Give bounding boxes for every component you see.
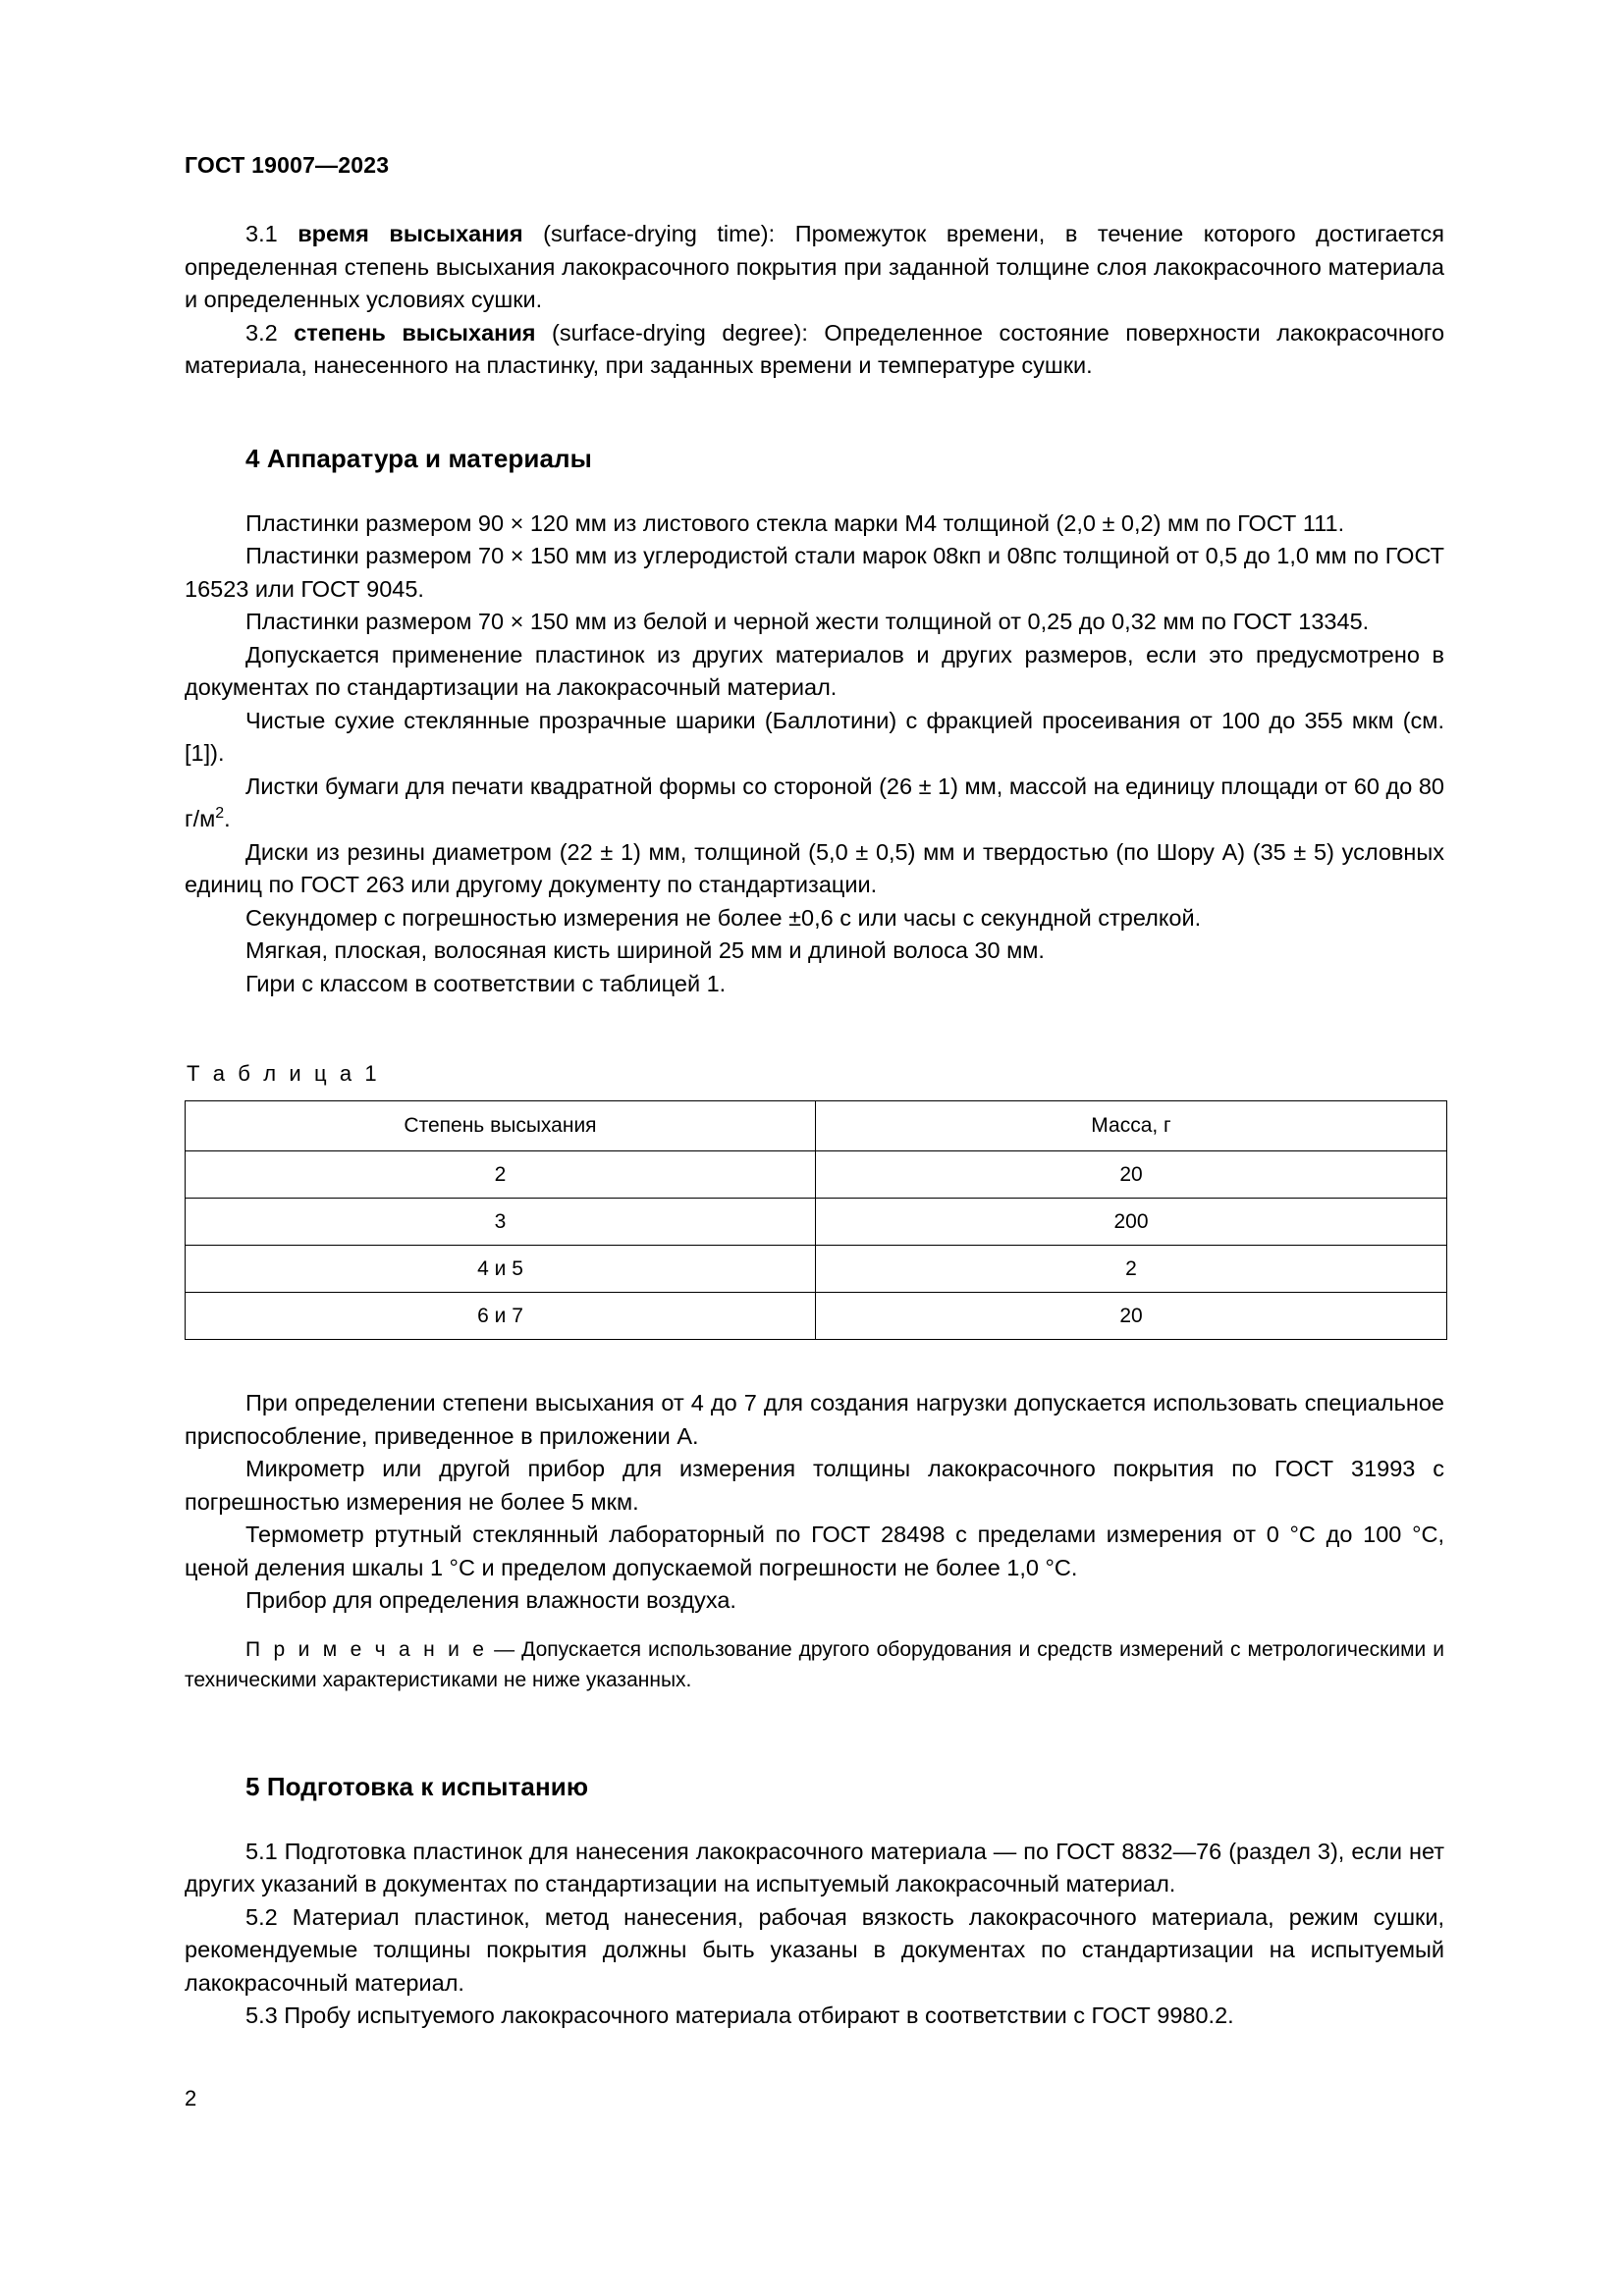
section-heading-5: 5 Подготовка к испытанию: [245, 1771, 589, 1801]
table-row: [186, 1246, 1447, 1293]
paper-area-exponent: 2: [215, 805, 225, 823]
document-header: ГОСТ 19007—2023: [185, 152, 390, 178]
table-cell-mass: 20: [816, 1151, 1447, 1199]
paragraph-load-device: При определении степени высыхания от 4 до 7 для создания нагрузки допускается использовать специальное приспособление, приведенное в приложении А.: [185, 1390, 1444, 1449]
table-cell-mass: 200: [816, 1199, 1447, 1246]
paragraph-ballotini: Чистые сухие стеклянные прозрачные шарики (Баллотини) с фракцией просеивания от 100 до 355 мкм (см. [1]).: [185, 707, 1444, 766]
paragraph-5-1: 5.1 Подготовка пластинок для нанесения лакокрасочного материала — по ГОСТ 8832—76 (раздел 3), если нет других указаний в документах по стандартизации на испытуемый лакокрасочный материал.: [185, 1838, 1444, 1896]
table-cell-degree: 4 и 5: [186, 1246, 816, 1293]
paper-text-pre: Листки бумаги для печати квадратной формы со стороной (26 ± 1) мм, массой на единицу площади от 60 до 80 г/м: [185, 773, 1444, 831]
table-cell-degree: 2: [186, 1151, 816, 1199]
table-cell-degree: 3: [186, 1199, 816, 1246]
table-cell-mass: 20: [816, 1293, 1447, 1340]
paper-text-post: .: [224, 806, 231, 831]
paragraph-plates-glass: Пластинки размером 90 × 120 мм из листового стекла марки М4 толщиной (2,0 ± 0,2) мм по ГОСТ 111.: [245, 509, 1345, 536]
section-heading-4: 4 Аппаратура и материалы: [245, 443, 592, 473]
paragraph-thermometer: Термометр ртутный стеклянный лабораторный по ГОСТ 28498 с пределами измерения от 0 °С до 100 °С, ценой деления шкалы 1 °С и пределом допускаемой погрешности не более 1,0 °С.: [185, 1522, 1444, 1580]
paragraph-micrometer: Микрометр или другой прибор для измерения толщины лакокрасочного покрытия по ГОСТ 31993 с погрешностью измерения не более 5 мкм.: [185, 1456, 1444, 1515]
paragraph-rubber-discs: Диски из резины диаметром (22 ± 1) мм, толщиной (5,0 ± 0,5) мм и твердостью (по Шору А) (35 ± 5) условных единиц по ГОСТ 263 или другому документу по стандартизации.: [185, 838, 1444, 897]
clause-number-3-1: 3.1: [245, 221, 298, 246]
paragraph-5-3: 5.3 Пробу испытуемого лакокрасочного материала отбирают в соответствии с ГОСТ 9980.2.: [245, 2002, 1234, 2028]
note-label: П р и м е ч а н и е: [245, 1637, 488, 1661]
spacer: [185, 1802, 1444, 1836]
paragraph-5-2: 5.2 Материал пластинок, метод нанесения, рабочая вязкость лакокрасочного материала, режим сушки, рекомендуемые толщины покрытия должны быть указаны в документах по стандартизации на испытуемый лакокрасочный материал.: [185, 1903, 1444, 1996]
table-cell-mass: 2: [816, 1246, 1447, 1293]
paragraph-stopwatch: Секундомер с погрешностью измерения не более ±0,6 с или часы с секундной стрелкой.: [245, 904, 1202, 931]
paragraph-brush: Мягкая, плоская, волосяная кисть шириной 25 мм и длиной волоса 30 мм.: [245, 937, 1045, 963]
paragraph-3-1: [185, 218, 1444, 317]
document-body: [185, 218, 1444, 2033]
paragraph-plates-steel: Пластинки размером 70 × 150 мм из углеродистой стали марок 08кп и 08пс толщиной от 0,5 до 1,0 мм по ГОСТ 16523 или ГОСТ 9045.: [185, 543, 1444, 602]
table-header-degree: Степень высыхания: [186, 1101, 816, 1151]
definition-3-1: (surface-drying time): Промежуток времени, в течение которого достигается определенная степень высыхания лакокрасочного покрытия при заданной толщине слоя лакокрасочного материала и определенных условиях сушки.: [185, 221, 1444, 312]
table-row: [186, 1199, 1447, 1246]
paragraph-humidity-device: Прибор для определения влажности воздуха.: [245, 1587, 736, 1613]
paragraph-plates-tin: Пластинки размером 70 × 150 мм из белой и черной жести толщиной от 0,25 до 0,32 мм по ГОСТ 13345.: [245, 609, 1370, 634]
table-header-row: [186, 1101, 1447, 1151]
table-1: [185, 1100, 1447, 1340]
note-block: [185, 1634, 1444, 1695]
spacer: [185, 1340, 1444, 1387]
paragraph-paper-sheets: [185, 771, 1444, 836]
paragraph-weights: Гири с классом в соответствии с таблицей 1.: [245, 970, 727, 996]
spacer: [185, 383, 1444, 444]
term-surface-drying-time: время высыхания: [298, 221, 523, 246]
note-text: — Допускается использование другого оборудования и средств измерений с метрологическими и техническими характеристиками не ниже указанных.: [185, 1637, 1444, 1691]
table-row: [186, 1151, 1447, 1199]
spacer: [185, 1618, 1444, 1634]
paragraph-other-plates: Допускается применение пластинок из других материалов и других размеров, если это предусмотрено в документах по стандартизации на лакокрасочный материал.: [185, 641, 1444, 700]
table-1-caption: Т а б л и ц а 1: [187, 1061, 381, 1086]
definition-3-2: (surface-drying degree): Определенное состояние поверхности лакокрасочного материала, нанесенного на пластинку, при заданных времени и температуре сушки.: [185, 319, 1445, 378]
table-row: [186, 1293, 1447, 1340]
paragraph-3-2: [185, 317, 1444, 383]
spacer: [185, 1695, 1444, 1772]
spacer: [185, 1000, 1444, 1061]
table-cell-degree: 6 и 7: [186, 1293, 816, 1340]
clause-number-3-2: 3.2: [245, 319, 295, 346]
term-surface-drying-degree: степень высыхания: [294, 319, 536, 346]
table-header-mass: Масса, г: [816, 1101, 1447, 1151]
spacer: [185, 474, 1444, 507]
page-number: 2: [185, 2086, 197, 2110]
